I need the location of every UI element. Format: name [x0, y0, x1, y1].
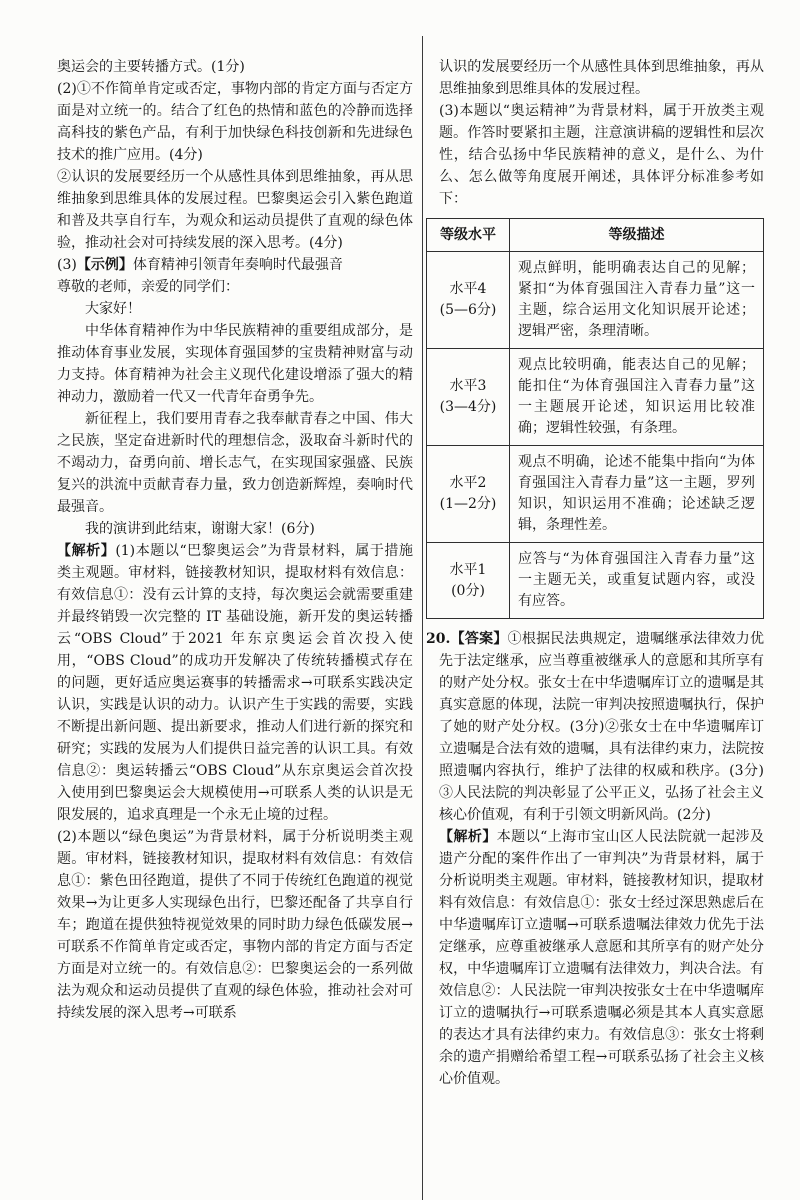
paragraph: 【解析】本题以“上海市宝山区人民法院就一起涉及遗产分配的案件作出了一审判决”为背景材料，属于分析说明类主观题。审材料，链接教材知识，提取材料有效信息：有效信息①：张女士经过深思熟虑后在中华遗嘱库订立遗嘱→可联系遗嘱法律效力优先于法定继承，应尊重被继承人意愿和其所享有的财产处分权，中华遗嘱库订立遗嘱有法律效力，判决合法。有效信息②：人民法院一审判决按张女士在中华遗嘱库订立的遗嘱执行→可联系遗嘱必须是其本人真实意愿的表达才具有法律约束力。有效信息③：张女士将剩余的遗产捐赠给希望工程→可联系弘扬了社会主义核心价值观。	[439, 829, 765, 1087]
paragraph: 认识的发展要经历一个从感性具体到思维抽象，再从思维抽象到思维具体的发展过程。	[439, 59, 764, 97]
rubric-desc-cell: 观点不明确，论述不能集中指向“为体育强国注入青春力量”这一主题，罗列知识，知识运用不准确；论述缺乏逻辑，条理性差。	[510, 446, 764, 543]
paragraph: 我的演讲到此结束，谢谢大家！(6分)	[85, 521, 315, 537]
grading-rubric-table	[426, 218, 764, 619]
column-divider	[422, 36, 423, 1200]
rubric-level-cell: 水平2 (1—2分)	[427, 446, 510, 543]
paragraph: 新征程上，我们要用青春之我奉献青春之中国、伟大之民族，坚定奋进新时代的理想信念，汲取奋斗新时代的不竭动力，奋勇向前、增长志气，在实现国家强盛、民族复兴的洪流中贡献青春力量，致力创造新辉煌，奏响时代最强音。	[57, 411, 413, 515]
rubric-desc-cell: 应答与“为体育强国注入青春力量”这一主题无关，或重复试题内容，或没有应答。	[510, 543, 764, 619]
rubric-level-cell: 水平4 (5—6分)	[427, 252, 510, 349]
paragraph: (2)本题以“绿色奥运”为背景材料，属于分析说明类主观题。审材料，链接教材知识，提取材料有效信息：有效信息①：紫色田径跑道，提供了不同于传统红色跑道的视觉效果→为让更多人实现绿色出行，巴黎还配备了共享自行车；跑道在提供独特视觉效果的同时助力绿色低碳发展→可联系不作简单肯定或否定，事物内部的肯定方面与否定方面是对立统一的。有效信息②：巴黎奥运会的一系列做法为观众和运动员提供了直观的绿色体验，推动社会对可持续发展的深入思考→可联系	[57, 829, 413, 1021]
right-column-top-text	[426, 56, 764, 210]
right-column-bottom-text	[426, 628, 764, 1090]
paragraph: ②认识的发展要经历一个从感性具体到思维抽象，再从思维抽象到思维具体的发展过程。巴黎奥运会引入紫色跑道和普及共享自行车，为观众和运动员提供了直观的绿色体验，推动社会对可持续发展的深入思考。(4分)	[57, 169, 413, 251]
rubric-header-level: 等级水平	[427, 219, 510, 252]
right-column	[426, 56, 764, 1090]
paragraph: (3)【示例】体育精神引领青年奏响时代最强音	[57, 257, 343, 273]
rubric-row	[427, 543, 764, 619]
rubric-level-cell: 水平1 (0分)	[427, 543, 510, 619]
rubric-header-row	[427, 219, 764, 252]
rubric-desc-cell: 观点鲜明，能明确表达自己的见解；紧扣“为体育强国注入青春力量”这一主题，综合运用文化知识展开论述；逻辑严密，条理清晰。	[510, 252, 764, 349]
paragraph: 尊敬的老师，亲爱的同学们：	[57, 279, 239, 295]
rubric-row	[427, 349, 764, 446]
rubric-desc-cell: 观点比较明确，能表达自己的见解；能扣住“为体育强国注入青春力量”这一主题展开论述，知识运用比较准确；逻辑性较强，有条理。	[510, 349, 764, 446]
rubric-header-desc: 等级描述	[510, 219, 764, 252]
left-column	[57, 56, 413, 1024]
paragraph: (3)本题以“奥运精神”为背景材料，属于开放类主观题。作答时要紧扣主题，注意演讲稿的逻辑性和层次性，结合弘扬中华民族精神的意义，是什么、为什么、怎么做等角度展开阐述，具体评分标准参考如下：	[439, 103, 764, 207]
rubric-row	[427, 252, 764, 349]
paragraph: 中华体育精神作为中华民族精神的重要组成部分，是推动体育事业发展，实现体育强国梦的宝贵精神财富与动力支持。体育精神为社会主义现代化建设增添了强大的精神动力，激励着一代又一代青年奋勇争先。	[57, 323, 413, 405]
paragraph: 奥运会的主要转播方式。(1分)	[57, 59, 245, 75]
paragraph: 20.【答案】①根据民法典规定，遗嘱继承法律效力优先于法定继承，应当尊重被继承人的意愿和其所享有的财产处分权。张女士在中华遗嘱库订立的遗嘱是其真实意愿的体现，法院一审判决按照遗嘱执行，保护了她的财产处分权。(3分)②张女士在中华遗嘱库订立遗嘱是合法有效的遗嘱，具有法律约束力，法院按照遗嘱内容执行，维护了法律的权威和秩序。(3分)③人民法院的判决彰显了公平正义，弘扬了社会主义核心价值观，有利于引领文明新风尚。(2分)	[426, 631, 765, 823]
paragraph: 大家好！	[85, 301, 141, 317]
paragraph: (2)①不作简单肯定或否定，事物内部的肯定方面与否定方面是对立统一的。结合了红色的热情和蓝色的冷静而选择高科技的紫色产品，有利于加快绿色科技创新和先进绿色技术的推广应用。(4分)	[57, 81, 413, 163]
rubric-row	[427, 446, 764, 543]
rubric-level-cell: 水平3 (3—4分)	[427, 349, 510, 446]
paragraph: 【解析】(1)本题以“巴黎奥运会”为背景材料，属于措施类主观题。审材料，链接教材知识，提取材料有效信息：有效信息①：没有云计算的支持，每次奥运会就需要重建并最终销毁一次完整的 IT 基础设施，新开发的奥运转播云“OBS Cloud”于2021 年东京奥运会首次投入使用，“OBS Cloud”的成功开发解决了传统转播模式存在的问题，更好适应奥运赛事的转播需求→可联系实践决定认识，实践是认识的动力。认识产生于实践的需要，实践不断提出新问题、提出新要求，推动人们进行新的探究和研究；实践的发展为人们提供日益完善的认识工具。有效信息②：奥运转播云“OBS Cloud”从东京奥运会首次投入使用到巴黎奥运会大规模使用→可联系人类的认识是无限发展的，追求真理是一个永无止境的过程。	[57, 543, 413, 823]
